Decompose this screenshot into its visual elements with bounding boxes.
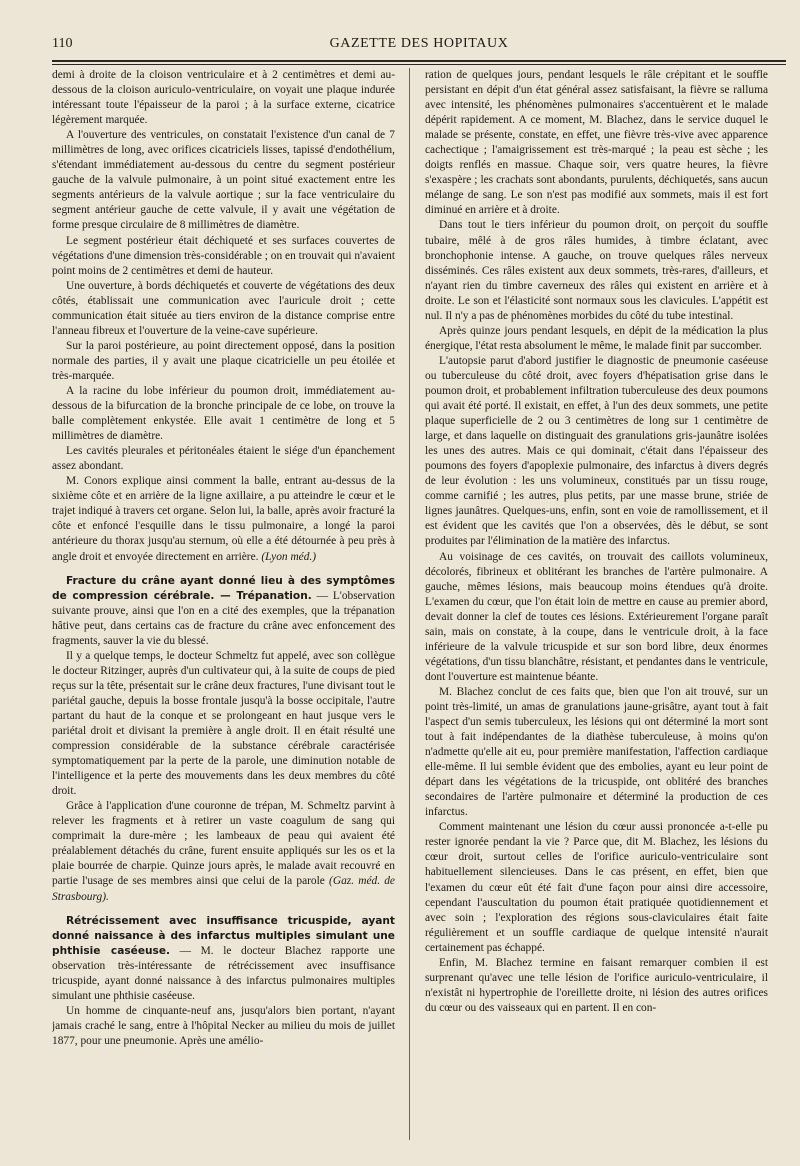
paragraph: Après quinze jours pendant lesquels, en dépit de la médication la plus énergique, l'état resta absolument le même, le malade finit par succomber. — [425, 324, 768, 352]
paragraph: Sur la paroi postérieure, au point directement opposé, dans la position normale des parties, il y avait une plaque cicatricielle un peu étoilée et très-marquée. — [52, 339, 395, 382]
header-rule-thin — [52, 64, 786, 65]
header-rule-thick — [52, 60, 786, 62]
right-column — [425, 68, 768, 1143]
source-citation: (Gaz. méd. de Strasbourg). — [52, 875, 395, 903]
article-heading: Rétrécissement avec insuffisance tricuspide, ayant donné naissance à des infarctus multiples simulant une phthisie caséeuse. — [52, 914, 395, 957]
paragraph: Au voisinage de ces cavités, on trouvait des caillots volumineux, décolorés, fibrineux et oblitérant les branches de l'artère pulmonaire. A gauche, mêmes lésions, mais beaucoup moins étendues qu'à droite. L'examen du cœur, que l'on était loin de mettre en cause au premier abord, devait donner la clef de toutes ces lésions. Extérieurement l'organe paraît sain, mais on constate, à la coupe, dans le ventricule droit, à la face inférieure de la valvule tricuspide et sur son bord libre, deux énormes végétations, d'un tissu blanchâtre, résistant, et pendantes dans le ventricule, dont l'ouverture est maintenue béante. — [425, 550, 768, 683]
article-fracture-crane — [52, 574, 395, 649]
running-title: GAZETTE DES HOPITAUX — [329, 36, 509, 51]
paragraph: M. Blachez conclut de ces faits que, bien que l'on ait trouvé, sur un point très-limité, un amas de granulations jaune-grisâtre, ayant tout à fait l'aspect d'un semis tuberculeux, les lésions qui ont déterminé la mort sont tout à fait indépendantes de la diathèse tuberculeuse, à moins qu'on n'admette qu'elle ait eu, pour première manifestation, l'affection cardiaque elle-même. Il lui semble évident que des embolies, ayant eu leur point de départ dans les végétations de la tricuspide, ont oblitéré des branches secondaires de l'artère pulmonaire et déterminé la production de ces infarctus. — [425, 685, 768, 819]
paragraph: Il y a quelque temps, le docteur Schmeltz fut appelé, avec son collègue le docteur Ritzinger, auprès d'un cultivateur qui, à la suite de coups de pied reçus sur la tête, présentait sur le crâne deux fractures, l'une divisant tout le pariétal gauche, depuis la bosse frontale jusqu'à la bosse occipitale, l'autre partant du haut de la conque et se prolongeant en haut jusque vers le pariétal droit et divisant la première à angle droit. Il en était résulté une compression considérable de la substance cérébrale caractérisée symptomatiquement par la perte de la parole, une diminution notable de l'intelligence et la perte des mouvements dans les deux membres du côté droit. — [52, 649, 395, 798]
paragraph: Dans tout le tiers inférieur du poumon droit, on perçoit du souffle tubaire, mêlé à de gros râles humides, à timbre éclatant, avec bronchophonie intense. A gauche, on trouve quelques râles nerveux disséminés. Ces râles existent aux deux sommets, très-rares, d'ailleurs, et n'ayant rien du timbre caverneux des râles qui existent en arrière et à droite. Le son et l'élasticité sont normaux sous les clavicules. L'appétit est nul. Il n'y a pas de phénomènes morbides du côté du tube intestinal. — [425, 219, 768, 322]
paragraph: Le segment postérieur était déchiqueté et ses surfaces couvertes de végétations d'une dimension très-considérable ; on en trouvait qui n'avaient point moins de 2 centimètres et demi de hauteur. — [52, 234, 395, 277]
paragraph: A la racine du lobe inférieur du poumon droit, immédiatement au-dessous de la bifurcation de la bronche principale de ce lobe, on trouve la balle complètement enkystée. Elle avait 1 centimètre de long et 5 millimètres de diamètre. — [52, 384, 395, 443]
article-retrecissement-tricuspide — [52, 914, 395, 1004]
paragraph: L'autopsie parut d'abord justifier le diagnostic de pneumonie caséeuse ou tuberculeuse du côté droit, avec foyers d'hépatisation grise dans le poumon droit, et probablement infiltration tuberculeuse des deux poumons qui avait été porté. Il existait, en effet, à l'un des deux sommets, une petite plaque superficielle de 2 ou 3 centimètres de long sur 1 centimètre de large, et dans laquelle on distinguait des granulations gris-jaunâtre isolées les unes des autres. Mais ce qui dominait, c'était dans l'épaisseur des poumons des foyers d'apoplexie pulmonaire, des infarctus à divers degrés de leur évolution : les uns volumineux, constitués par un tissu rouge, comme carnifié ; les autres, plus petits, par une masse brune, striée de lignes jaunâtres. Quelques-uns, enfin, sont en voie de ramollissement, et il est évident que les cavités que l'on a observées, dès le début, se sont produites par l'élimination de la matière des infarctus. — [425, 354, 768, 548]
article-lead: — M. le docteur Blachez rapporte une observation très-intéressante de rétrécissement avec insuffisance tricuspide, ayant donné naissance à des infarctus pulmonaires multiples simulant une phthisie caséeuse. — [52, 944, 395, 1002]
source-citation: (Lyon méd.) — [261, 550, 317, 563]
page-header — [52, 36, 786, 58]
left-column — [52, 68, 395, 1143]
column-divider — [409, 68, 410, 1140]
paragraph-text: Grâce à l'application d'une couronne de trépan, M. Schmeltz parvint à relever les fragments et à retirer un vaste coagulum de sang qui comprimait la dure-mère ; les lambeaux de peau qui avaient été préalablement détachés du crâne, furent ensuite appliqués sur les os et la plaie bourrée de charpie. Quinze jours après, le malade avait recouvré en partie l'usage de ses membres ainsi que celui de la parole — [52, 800, 395, 888]
paragraph: Une ouverture, à bords déchiquetés et couverte de végétations des deux côtés, établissait une communication avec l'auricule droit ; cette communication était située au tiers environ de la distance comprise entre l'anneau fibreux et l'ouverture de la veine-cave supérieure. — [52, 279, 395, 337]
paragraph: Enfin, M. Blachez termine en faisant remarquer combien il est surprenant qu'avec une telle lésion de l'orifice auriculo-ventriculaire, il n'existât ni hypertrophie de l'oreillette droite, ni lésion des autres orifices du cœur ou des vaisseaux qui en partent. Il en con- — [425, 956, 768, 1014]
paragraph: Un homme de cinquante-neuf ans, jusqu'alors bien portant, n'ayant jamais craché le sang, entre à l'hôpital Necker au milieu du mois de juillet 1877, pour une pneumonie. Après une amélio- — [52, 1004, 395, 1047]
paragraph: ration de quelques jours, pendant lesquels le râle crépitant et le souffle persistant en dépit d'un état général assez satisfaisant, la fièvre se ralluma avec intensité, les phénomènes pulmonaires s'accentuèrent et le malade dépérit rapidement. A ce moment, M. Blachez, dans le service duquel le malade se présente, constate, en effet, une fièvre très-vive avec apparence cachectique ; l'amaigrissement est très-marqué ; la peau est sèche ; les doigts renflés en massue. Chaque soir, vers quatre heures, la fièvre s'exaspère ; les crachats sont abondants, purulents, déchiquetés, sans aucun mélange de sang. Le son n'est pas modifié aux sommets, mais il est fort diminué en arrière et à droite. — [425, 69, 768, 217]
article-lead: — L'observation suivante prouve, ainsi que l'on en a cité des exemples, que la trépanation hâtive peut, dans certains cas de fracture du crâne avec enfoncement des fragments, sauver la vie du blessé. — [52, 589, 395, 647]
paragraph: Comment maintenant une lésion du cœur aussi prononcée a-t-elle pu rester ignorée pendant la vie ? Parce que, dit M. Blachez, les lésions du cœur droit, surtout celles de l'orifice auriculo-ventriculaire sont habituellement silencieuses. Dans le cas présent, en effet, bien que l'examen du cœur eût été fait d'une façon pour ainsi dire accessoire, cependant l'auscultation du poumon était pratiquée quotidiennement et avec soin ; l'exploration des régions sous-claviculaires était faite régulièrement et un souffle cardiaque de quelque intensité n'aurait certainement pas échappé. — [425, 821, 768, 954]
page-number: 110 — [52, 36, 73, 51]
paragraph — [52, 799, 395, 904]
paragraph: A l'ouverture des ventricules, on constatait l'existence d'un canal de 7 millimètres de long, avec orifices cicatriciels lisses, tapissé d'endothélium, s'étendant immédiatement au-dessous du centre du segment postérieur gauche de la valvule pulmonaire, à un point situé exactement entre les segments antérieurs de la valvule aortique ; sur la face ventriculaire du segment antérieur gauche de cette valvule, il y avait une végétation de forme presque circulaire de 8 millimètres de diamètre. — [52, 129, 395, 232]
paragraph: Les cavités pleurales et péritonéales étaient le siége d'un épanchement assez abondant. — [52, 445, 395, 473]
paragraph: demi à droite de la cloison ventriculaire et à 2 centimètres et demi au-dessous de la cloison auriculo-ventriculaire, on voyait une plaque indurée intéressant toute l'épaisseur de la paroi ; à la surface externe, cicatrice légèrement marquée. — [52, 69, 395, 127]
paragraph-text: M. Conors explique ainsi comment la balle, entrant au-dessus de la sixième côte et en arrière de la ligne axillaire, a pu atteindre le cœur et le trajet indiqué à travers cet organe. Selon lui, la balle, après avoir fracturé la côte et enfoncé l'esquille dans le tissu pulmonaire, a longé la paroi antérieure du thorax jusqu'au sternum, où elle a été détournée à peu près à angle droit et envoyée directement en arrière. — [52, 475, 395, 563]
article-heading: Fracture du crâne ayant donné lieu à des symptômes de compression cérébrale. — Trépanation. — [52, 574, 395, 602]
paragraph — [52, 474, 395, 564]
